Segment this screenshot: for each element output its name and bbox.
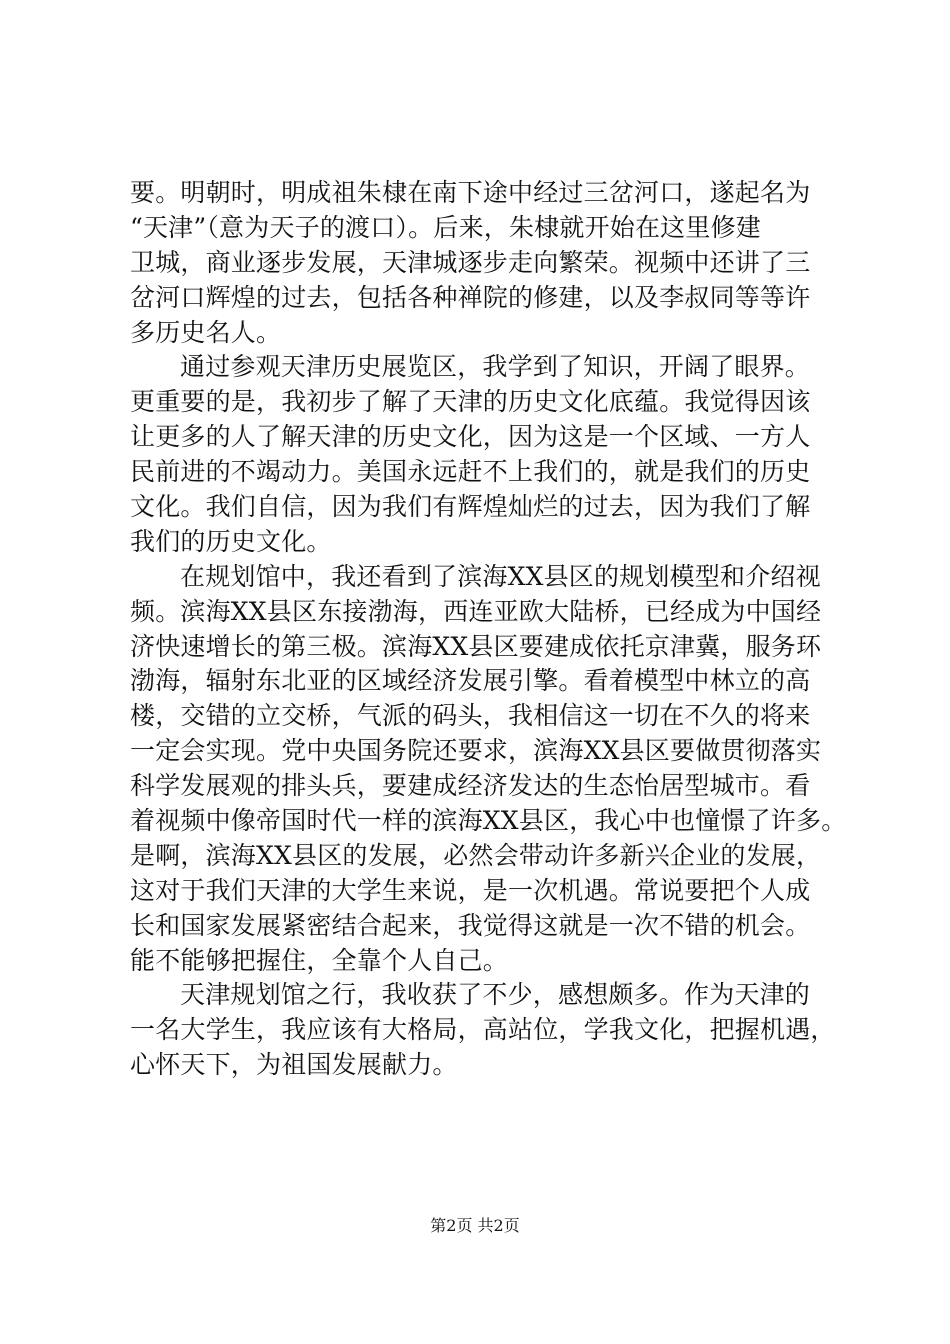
text-line: 渤海，辐射东北亚的区域经济发展引擎。看着模型中林立的高 [130, 666, 811, 696]
paragraph-1 [130, 176, 830, 350]
text-line: 要。明朝时，明成祖朱棣在南下途中经过三岔河口，遂起名为 [130, 178, 811, 207]
text-line: 文化。我们自信，因为我们有辉煌灿烂的过去，因为我们了解 [130, 492, 811, 522]
text-line: 济快速增长的第三极。滨海XX县区要建成依托京津冀，服务环 [130, 631, 822, 661]
text-line: 能不能够把握住，全靠个人自己。 [130, 945, 509, 975]
text-line: 岔河口辉煌的过去，包括各种禅院的修建，以及李叔同等等许 [130, 282, 811, 312]
text-line: 着视频中像帝国时代一样的滨海XX县区，我心中也憧憬了许多。 [130, 806, 847, 836]
text-line: 心怀天下，为祖国发展献力。 [130, 1050, 458, 1080]
paragraph-2 [130, 350, 830, 559]
text-line: 天津规划馆之行，我收获了不少，感想颇多。作为天津的 [180, 980, 811, 1010]
text-line: 长和国家发展紧密结合起来，我觉得这就是一次不错的机会。 [130, 910, 811, 940]
text-line: 民前进的不竭动力。美国永远赶不上我们的，就是我们的历史 [130, 457, 811, 487]
page-number-footer: 第2页 共2页 [430, 1216, 520, 1235]
text-line: 楼，交错的立交桥，气派的码头，我相信这一切在不久的将来 [130, 701, 811, 731]
text-line: 一定会实现。党中央国务院还要求，滨海XX县区要做贯彻落实 [130, 736, 822, 766]
text-line: “天津”（意为天子的渡口）。后来，朱棣就开始在这里修建 [130, 212, 761, 242]
text-line: 是啊，滨海XX县区的发展，必然会带动许多新兴企业的发展， [130, 840, 822, 870]
text-line: 让更多的人了解天津的历史文化，因为这是一个区域、一方人 [130, 422, 811, 452]
text-line: 科学发展观的排头兵，要建成经济发达的生态怡居型城市。看 [130, 771, 811, 801]
paragraph-3 [130, 560, 847, 979]
text-line: 一名大学生，我应该有大格局，高站位，学我文化，把握机遇， [130, 1015, 836, 1045]
paragraph-4 [130, 978, 836, 1083]
document-body [130, 176, 847, 1083]
text-line: 多历史名人。 [130, 317, 282, 347]
text-line: 我们的历史文化。 [130, 526, 332, 556]
text-line: 通过参观天津历史展览区，我学到了知识，开阔了眼界。 [180, 352, 811, 382]
text-line: 频。滨海XX县区东接渤海，西连亚欧大陆桥，已经成为中国经 [130, 596, 822, 626]
text-line: 卫城，商业逐步发展，天津城逐步走向繁荣。视频中还讲了三 [130, 247, 811, 277]
text-line: 更重要的是，我初步了解了天津的历史文化底蕴。我觉得因该 [130, 387, 811, 417]
text-line: 在规划馆中，我还看到了滨海XX县区的规划模型和介绍视 [180, 561, 821, 591]
text-line: 这对于我们天津的大学生来说，是一次机遇。常说要把个人成 [130, 875, 811, 905]
